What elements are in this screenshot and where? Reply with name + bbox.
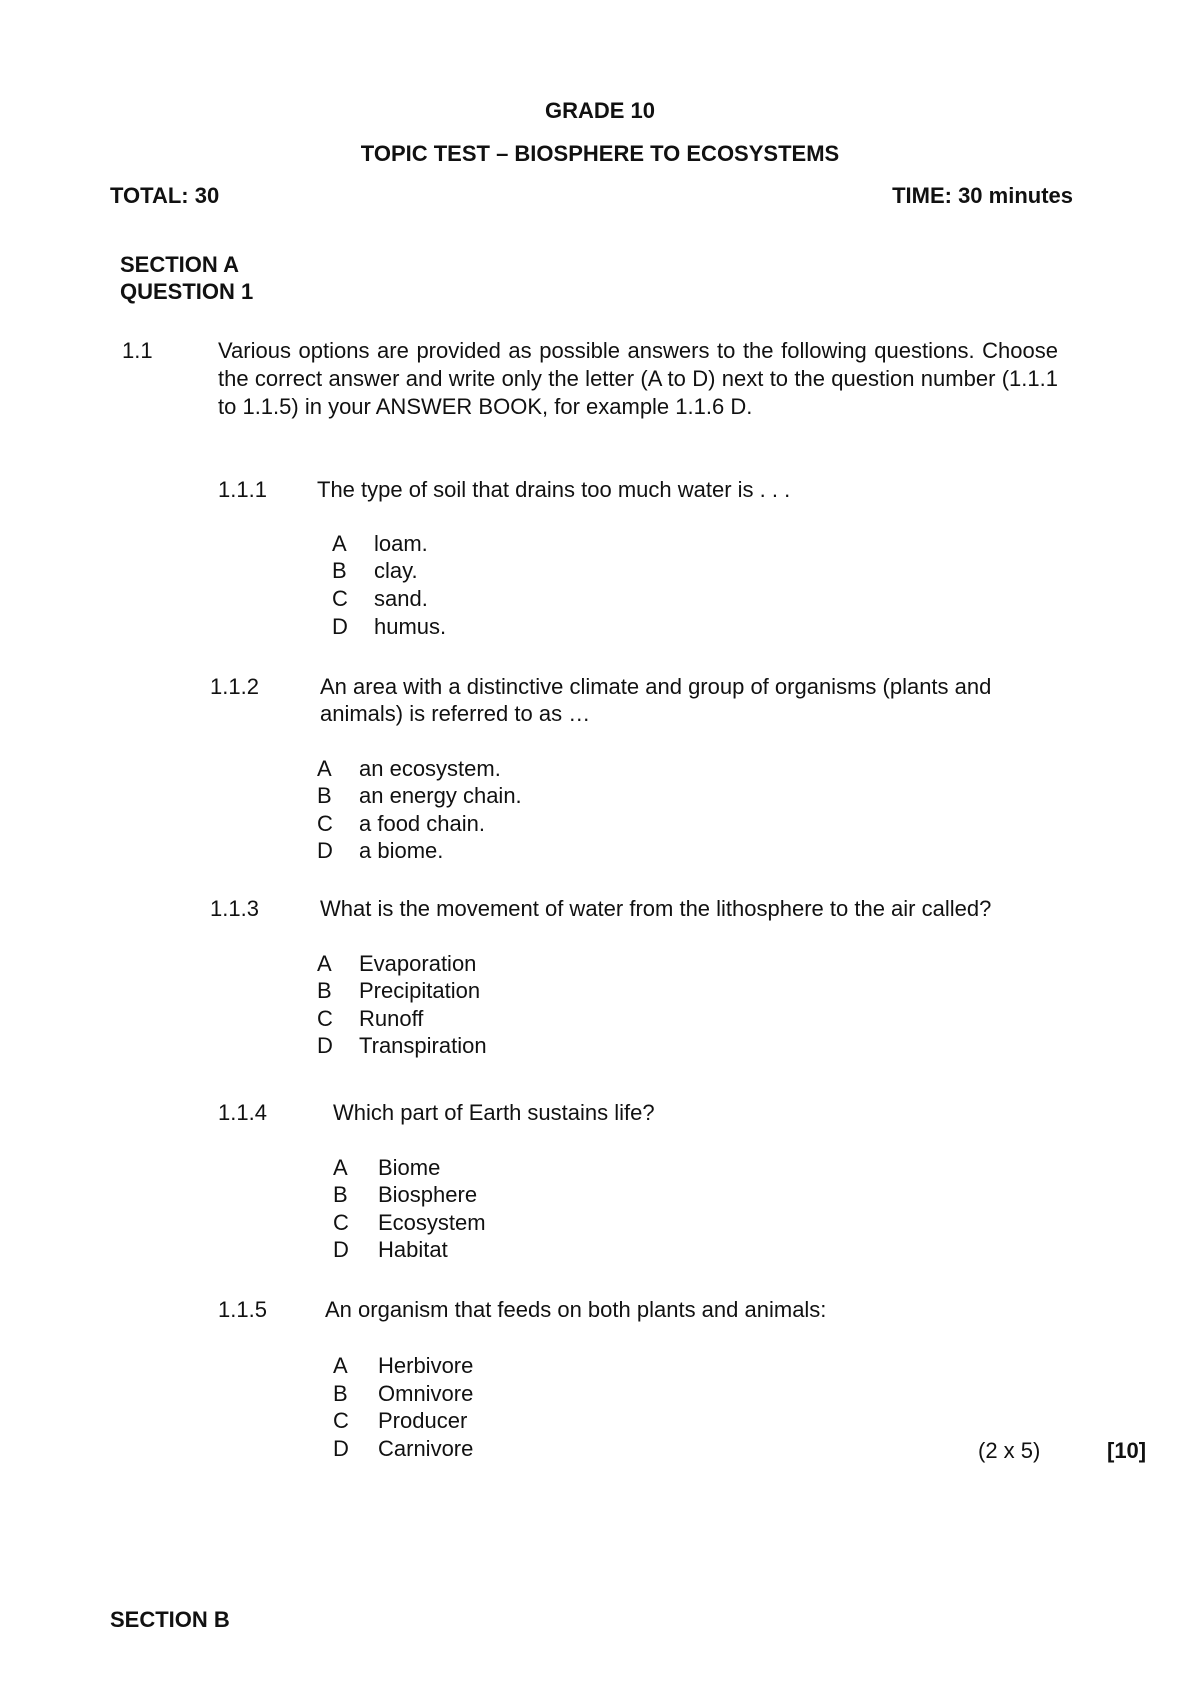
option-text: Producer: [378, 1408, 468, 1433]
question-text-line-2: animals) is referred to as …: [320, 701, 591, 726]
option-d: [332, 613, 447, 641]
instruction-paragraph: Various options are provided as possible answers to the following questions. Choose the correct answer and write only the letter (A to D) next to the question number (1.1.1 to 1.1.5) in your ANSWER BOOK, for example 1.1.6 D.: [218, 338, 1058, 419]
option-text: Habitat: [378, 1237, 448, 1262]
option-letter: A: [317, 756, 332, 781]
question-text-line-1: An area with a distinctive climate and group of organisms (plants and: [320, 674, 992, 699]
option-c: [317, 1005, 424, 1033]
question-number: 1.1.4: [218, 1100, 267, 1125]
option-text: Runoff: [359, 1006, 424, 1031]
option-b: [333, 1380, 474, 1408]
option-b: [333, 1181, 478, 1209]
option-letter: B: [332, 558, 347, 583]
option-letter: D: [317, 838, 333, 863]
option-letter: D: [332, 614, 348, 639]
section-b-heading: SECTION B: [110, 1607, 230, 1632]
option-text: sand.: [374, 586, 428, 611]
option-letter: D: [333, 1436, 349, 1461]
option-c: [332, 585, 428, 613]
option-b: [317, 977, 481, 1005]
option-letter: C: [317, 1006, 333, 1031]
mark-calculation: (2 x 5): [978, 1438, 1041, 1463]
question-text: The type of soil that drains too much water is . . .: [317, 477, 791, 502]
option-text: an energy chain.: [359, 783, 522, 808]
option-text: humus.: [374, 614, 447, 639]
option-a: [317, 755, 501, 783]
option-b: [332, 557, 418, 585]
option-d: [317, 1032, 487, 1060]
option-d: [317, 837, 444, 865]
option-text: Omnivore: [378, 1381, 474, 1406]
option-letter: C: [333, 1210, 349, 1235]
option-text: Biome: [378, 1155, 441, 1180]
option-text: Ecosystem: [378, 1210, 486, 1235]
option-letter: A: [333, 1155, 348, 1180]
total-marks: TOTAL: 30: [110, 183, 220, 208]
question-text: An organism that feeds on both plants and animals:: [325, 1297, 827, 1322]
option-d: [333, 1435, 474, 1463]
option-letter: C: [317, 811, 333, 836]
option-text: Herbivore: [378, 1353, 474, 1378]
option-letter: C: [332, 586, 348, 611]
option-a: [333, 1154, 441, 1182]
question-number: 1.1.3: [210, 896, 259, 921]
option-d: [333, 1236, 448, 1264]
question-1-heading: QUESTION 1: [120, 279, 254, 304]
option-a: [317, 950, 477, 978]
question-number: 1.1.5: [218, 1297, 267, 1322]
option-letter: D: [317, 1033, 333, 1058]
option-c: [333, 1407, 468, 1435]
question-total-marks: [10]: [1107, 1438, 1147, 1463]
option-b: [317, 782, 522, 810]
question-number: 1.1.1: [218, 477, 267, 502]
option-letter: A: [332, 531, 347, 556]
option-letter: B: [317, 978, 332, 1003]
option-letter: C: [333, 1408, 349, 1433]
grade-heading: GRADE 10: [544, 98, 656, 123]
option-letter: A: [333, 1353, 348, 1378]
option-text: Biosphere: [378, 1182, 478, 1207]
section-a-heading: SECTION A: [120, 252, 239, 277]
topic-heading: TOPIC TEST – BIOSPHERE TO ECOSYSTEMS: [360, 141, 840, 166]
option-text: a food chain.: [359, 811, 485, 836]
option-c: [317, 810, 485, 838]
question-number: 1.1.2: [210, 674, 259, 699]
question-text: Which part of Earth sustains life?: [333, 1100, 655, 1125]
option-text: loam.: [374, 531, 428, 556]
option-letter: B: [333, 1182, 348, 1207]
option-text: Precipitation: [359, 978, 481, 1003]
option-a: [333, 1352, 474, 1380]
option-letter: B: [333, 1381, 348, 1406]
option-c: [333, 1209, 486, 1237]
option-text: Evaporation: [359, 951, 477, 976]
option-text: Carnivore: [378, 1436, 474, 1461]
option-text: Transpiration: [359, 1033, 487, 1058]
option-text: an ecosystem.: [359, 756, 501, 781]
option-letter: A: [317, 951, 332, 976]
option-letter: B: [317, 783, 332, 808]
question-text: What is the movement of water from the lithosphere to the air called?: [320, 896, 992, 921]
option-text: a biome.: [359, 838, 444, 863]
option-text: clay.: [374, 558, 418, 583]
question-number: 1.1: [122, 338, 153, 363]
time-allowed: TIME: 30 minutes: [892, 183, 1073, 208]
option-letter: D: [333, 1237, 349, 1262]
option-a: [332, 530, 428, 558]
